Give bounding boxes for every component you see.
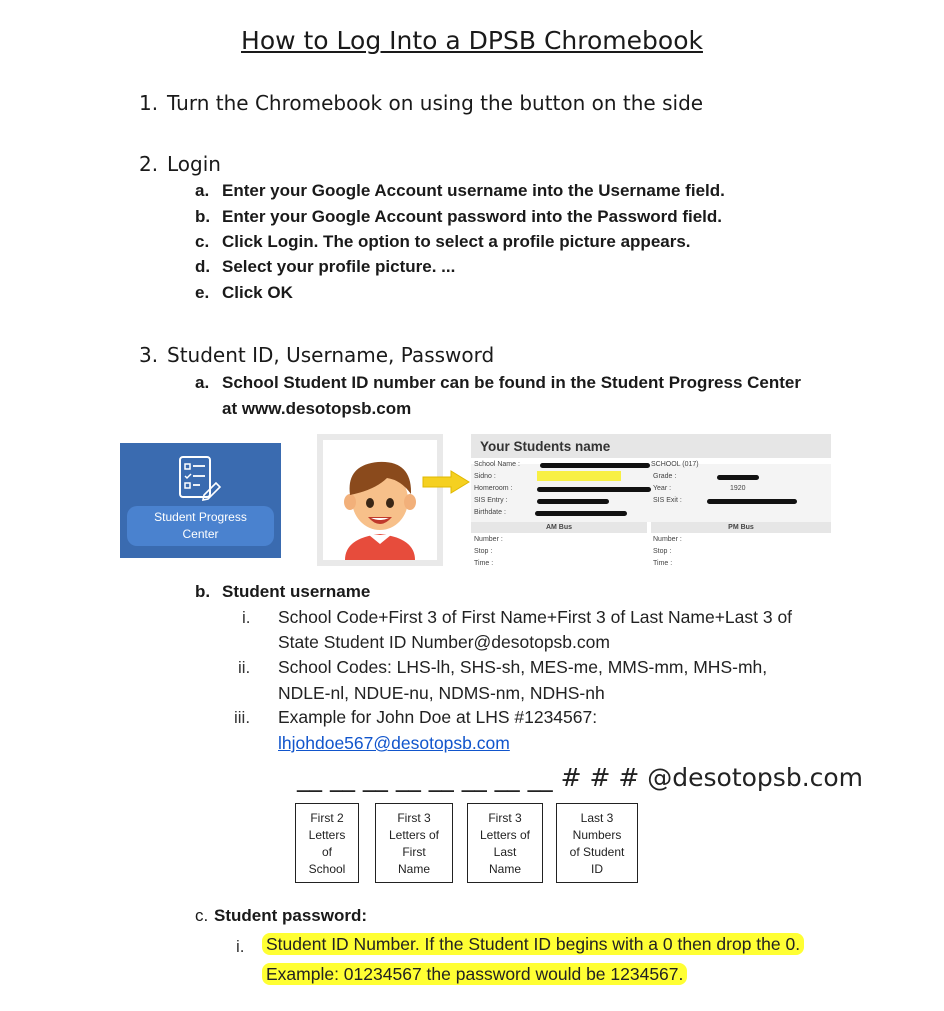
student-photo	[317, 434, 443, 566]
box-line: Letters of	[388, 828, 440, 842]
step-text: Turn the Chromebook on using the button on the side	[167, 91, 704, 115]
password-example-line	[262, 964, 687, 985]
birthdate-label: Birthdate :	[474, 509, 506, 516]
step-text: Login	[167, 152, 221, 176]
student-progress-center-image	[120, 443, 281, 558]
item-letter: a.	[195, 181, 210, 200]
example-text: Example for John Doe at LHS #1234567:	[278, 707, 598, 727]
am-stop-label: Stop :	[474, 548, 493, 555]
username-rule-text: School Code+First 3 of First Name+First 3 of Last Name+Last 3 of	[278, 607, 793, 627]
item-letter: c.	[195, 232, 210, 251]
box-line: Name	[397, 862, 430, 876]
item-letter: e.	[195, 283, 210, 302]
redaction-bar	[537, 499, 609, 504]
box-line: ID	[591, 862, 603, 876]
boy-avatar-icon	[323, 440, 437, 560]
homeroom-label: Homeroom :	[474, 485, 513, 492]
list-item	[195, 906, 367, 926]
label-line: Center	[182, 527, 219, 541]
step-number: 2.	[139, 152, 159, 176]
page-title: How to Log Into a DPSB Chromebook	[241, 26, 703, 55]
year-label: Year :	[653, 485, 672, 492]
item-letter: c.	[195, 906, 209, 925]
list-item	[195, 582, 370, 602]
roman-numeral: iii.	[234, 708, 251, 727]
username-part-box	[467, 803, 543, 883]
redaction-bar	[540, 463, 650, 468]
username-part-box	[556, 803, 638, 883]
username-blanks: __ __ __ __ __ __ __ __	[297, 763, 561, 792]
step-3	[139, 343, 494, 367]
box-line: First 3	[397, 811, 431, 825]
highlighted-student-id	[537, 471, 621, 481]
school-name-label: School Name :	[474, 461, 520, 468]
am-number-label: Number :	[474, 536, 503, 543]
username-template	[297, 763, 863, 792]
pm-bus-header: PM Bus	[651, 522, 831, 533]
username-rule-text: State Student ID Number@desotopsb.com	[278, 632, 610, 652]
pm-number-label: Number :	[653, 536, 682, 543]
item-text: Student password:	[214, 906, 368, 925]
box-line: of	[321, 845, 332, 859]
list-item	[195, 181, 725, 201]
box-line: Letters	[308, 828, 346, 842]
item-text-continued: at www.desotopsb.com	[222, 399, 412, 418]
step-1	[139, 91, 703, 115]
password-rule-line	[262, 934, 804, 955]
box-line: First	[402, 845, 426, 859]
redaction-bar	[537, 487, 651, 492]
list-item	[195, 257, 455, 277]
item-text: Click Login. The option to select a profile picture appears.	[222, 232, 691, 251]
item-text: Enter your Google Account password into the Password field.	[222, 207, 722, 226]
roman-numeral: i.	[242, 608, 251, 627]
pm-stop-label: Stop :	[653, 548, 672, 555]
box-line: School	[308, 862, 346, 876]
example-email-link[interactable]: lhjohdoe567@desotopsb.com	[278, 733, 510, 753]
list-item	[195, 283, 293, 303]
pm-time-label: Time :	[653, 560, 673, 567]
step-2	[139, 152, 221, 176]
am-time-label: Time :	[474, 560, 494, 567]
sidno-label: Sidno :	[474, 473, 496, 480]
box-line: First 2	[310, 811, 344, 825]
box-line: Name	[488, 862, 521, 876]
sis-entry-label: SIS Entry :	[474, 497, 508, 504]
item-letter: b.	[195, 582, 211, 601]
sis-exit-label: SIS Exit :	[653, 497, 682, 504]
student-progress-center-label	[127, 506, 274, 546]
username-suffix: # # # @desotopsb.com	[560, 763, 864, 792]
box-line: Letters of	[479, 828, 531, 842]
list-item	[195, 232, 691, 252]
list-item	[195, 207, 722, 227]
checklist-icon	[178, 455, 224, 503]
item-text: Student username	[222, 582, 371, 601]
box-line: Last	[493, 845, 517, 859]
step-text: Student ID, Username, Password	[167, 343, 495, 367]
redaction-bar	[707, 499, 797, 504]
school-value: SCHOOL (017)	[651, 461, 699, 468]
highlighted-text: Student ID Number. If the Student ID begins with a 0 then drop the 0.	[262, 933, 804, 955]
item-text: School Student ID number can be found in the Student Progress Center	[222, 373, 801, 392]
highlighted-text: Example: 01234567 the password would be 1234567.	[262, 963, 687, 985]
box-line: Last 3	[580, 811, 614, 825]
redaction-bar	[717, 475, 759, 480]
arrow-right-icon	[421, 470, 471, 494]
username-part-box	[295, 803, 359, 883]
school-codes-text: School Codes: LHS-lh, SHS-sh, MES-me, MMS-mm, MHS-mh,	[278, 657, 768, 677]
student-info-card	[471, 434, 831, 570]
list-item	[195, 373, 801, 393]
box-line: of Student	[569, 845, 625, 859]
grade-label: Grade :	[653, 473, 677, 480]
card-title: Your Students name	[471, 434, 831, 458]
year-value: 1920	[730, 485, 746, 492]
roman-numeral: i.	[236, 937, 245, 956]
am-bus-header: AM Bus	[471, 522, 647, 533]
item-letter: d.	[195, 257, 211, 276]
item-letter: a.	[195, 373, 210, 392]
item-text: Select your profile picture. ...	[222, 257, 456, 276]
box-line: Numbers	[572, 828, 622, 842]
step-number: 1.	[139, 91, 159, 115]
item-letter: b.	[195, 207, 211, 226]
card-details-bg	[471, 464, 831, 522]
box-line: First 3	[488, 811, 522, 825]
school-codes-text: NDLE-nl, NDUE-nu, NDMS-nm, NDHS-nh	[278, 683, 605, 703]
item-text: Enter your Google Account username into the Username field.	[222, 181, 725, 200]
item-text: Click OK	[222, 283, 293, 302]
label-line: Student Progress	[154, 510, 247, 524]
step-number: 3.	[139, 343, 159, 367]
redaction-bar	[535, 511, 627, 516]
roman-numeral: ii.	[238, 658, 251, 677]
username-part-box	[375, 803, 453, 883]
